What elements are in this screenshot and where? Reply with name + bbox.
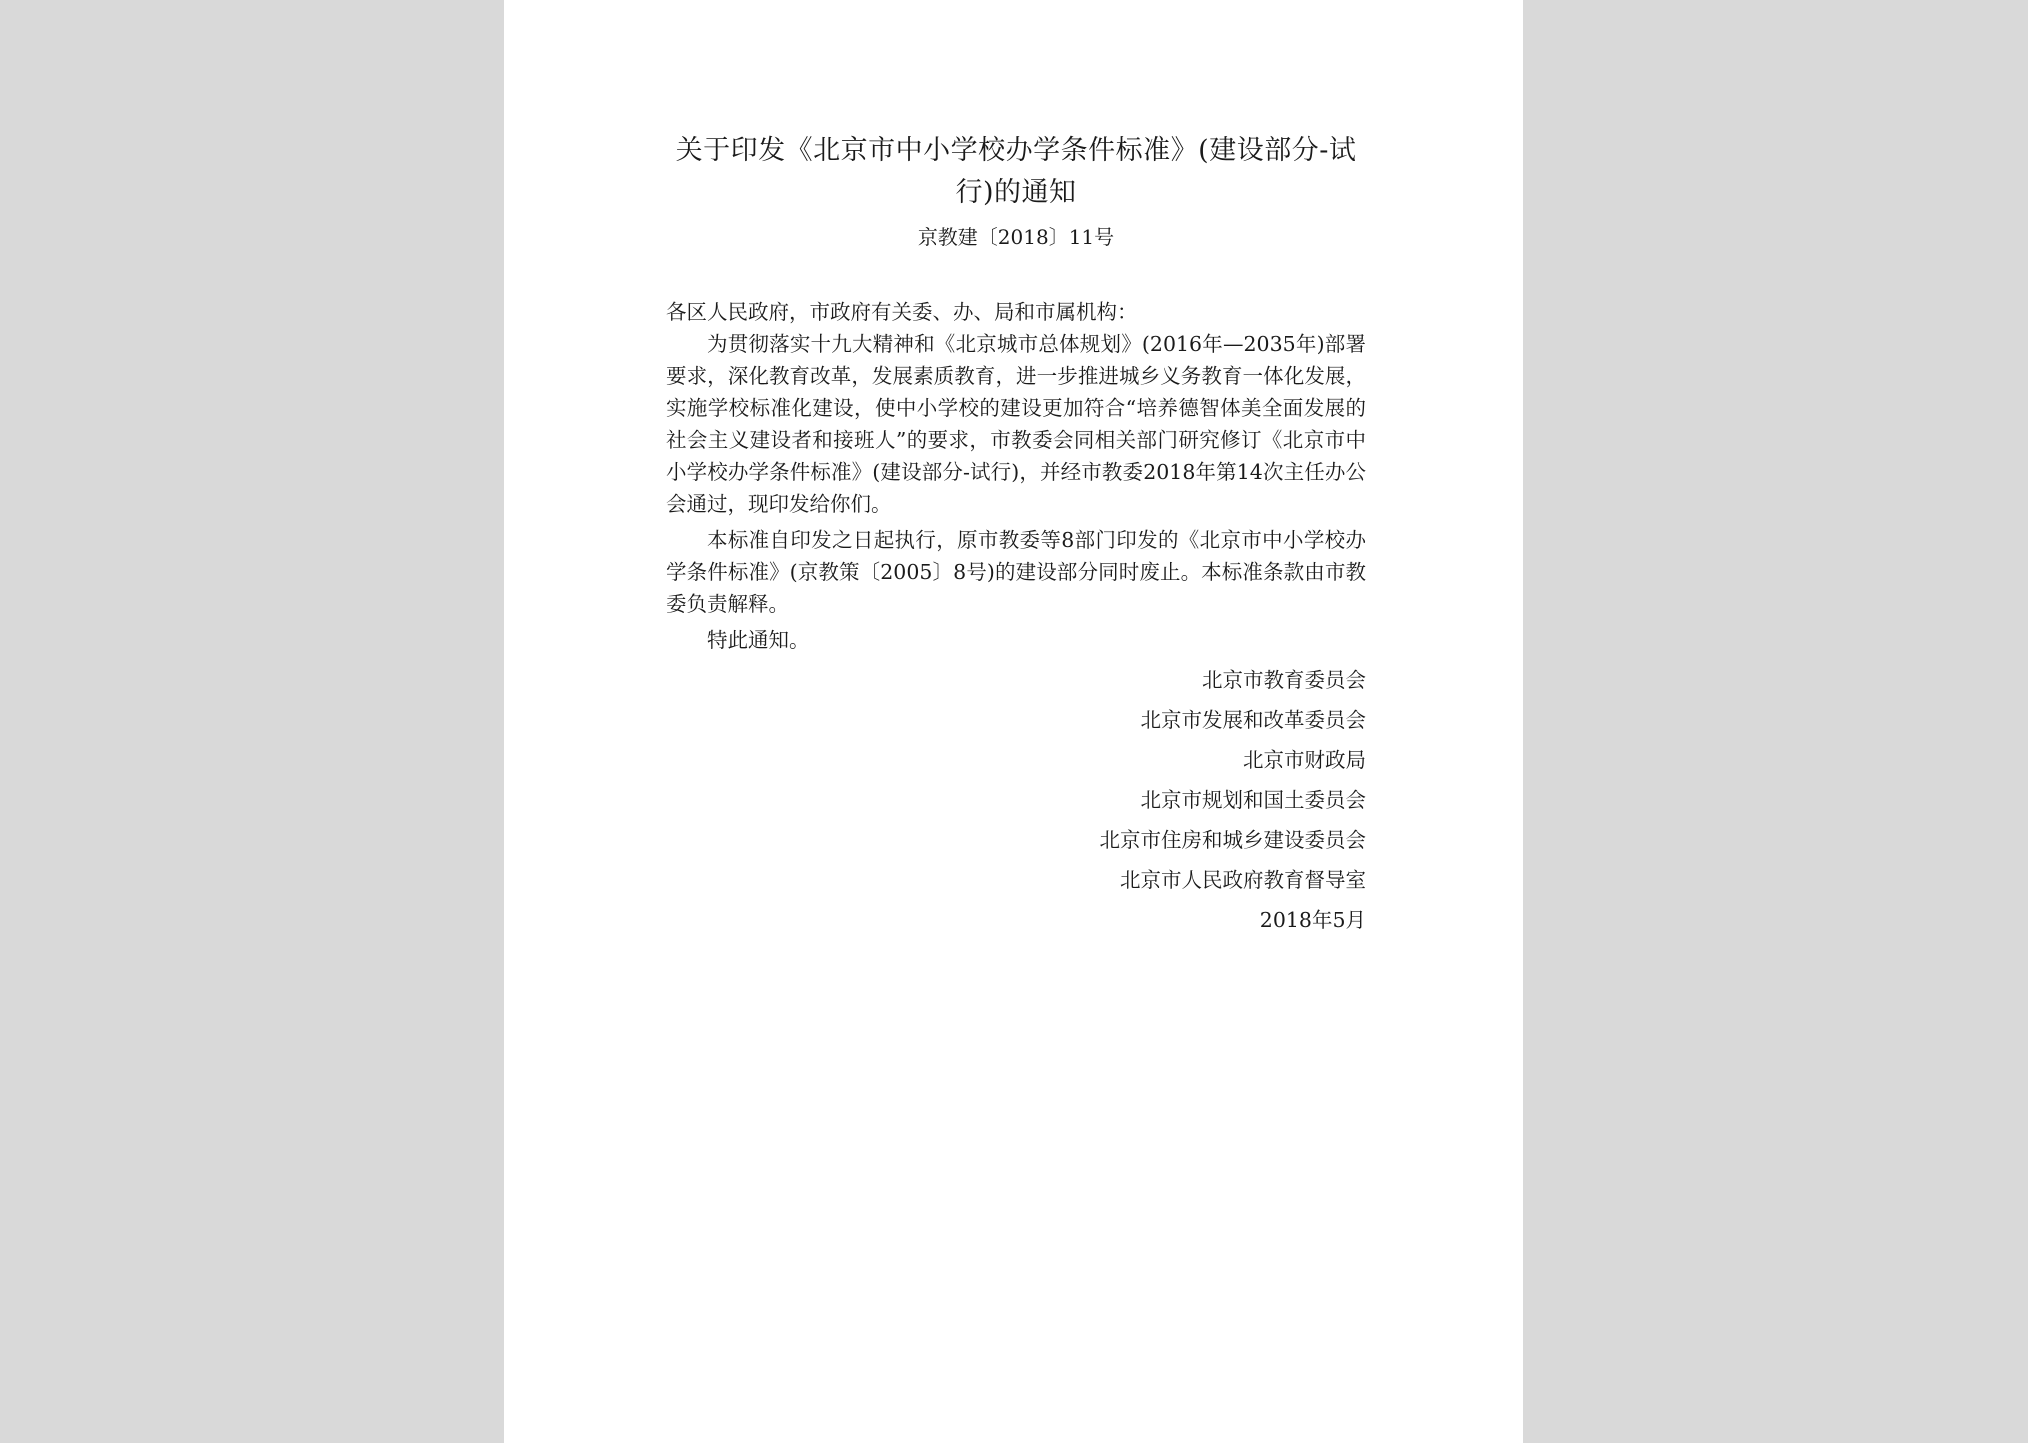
signatory-education-supervision-office: 北京市人民政府教育督导室 <box>1120 868 1366 892</box>
closing-paragraph: 特此通知。 <box>707 628 810 652</box>
issue-date: 2018年5月 <box>1259 908 1366 932</box>
signatory-education-commission: 北京市教育委员会 <box>1202 668 1366 692</box>
salutation: 各区人民政府，市政府有关委、办、局和市属机构： <box>666 300 1138 324</box>
signature-block <box>666 660 1366 940</box>
signatory-finance-bureau: 北京市财政局 <box>1243 748 1366 772</box>
document-page <box>504 0 1523 1443</box>
body-paragraph-1: 为贯彻落实十九大精神和《北京城市总体规划》(2016年—2035年)部署要求，深化教育改革，发展素质教育，进一步推进城乡义务教育一体化发展，实施学校标准化建设，使中小学校的建设更加符合“培养德智体美全面发展的社会主义建设者和接班人”的要求，市教委会同相关部门研究修订《北京市中小学校办学条件标准》(建设部分-试行)，并经市教委2018年第14次主任办公会通过，现印发给你们。 <box>666 332 1366 516</box>
signatory-housing-construction-commission: 北京市住房和城乡建设委员会 <box>1099 828 1366 852</box>
document-title: 关于印发《北京市中小学校办学条件标准》(建设部分-试行)的通知 <box>675 135 1357 208</box>
body-paragraph-2: 本标准自印发之日起执行，原市教委等8部门印发的《北京市中小学校办学条件标准》(京教策〔2005〕8号)的建设部分同时废止。本标准条款由市教委负责解释。 <box>666 528 1366 616</box>
signatory-development-reform-commission: 北京市发展和改革委员会 <box>1140 708 1366 732</box>
signatory-planning-land-commission: 北京市规划和国土委员会 <box>1140 788 1366 812</box>
document-content <box>666 130 1366 940</box>
document-number: 京教建〔2018〕11号 <box>917 225 1115 249</box>
